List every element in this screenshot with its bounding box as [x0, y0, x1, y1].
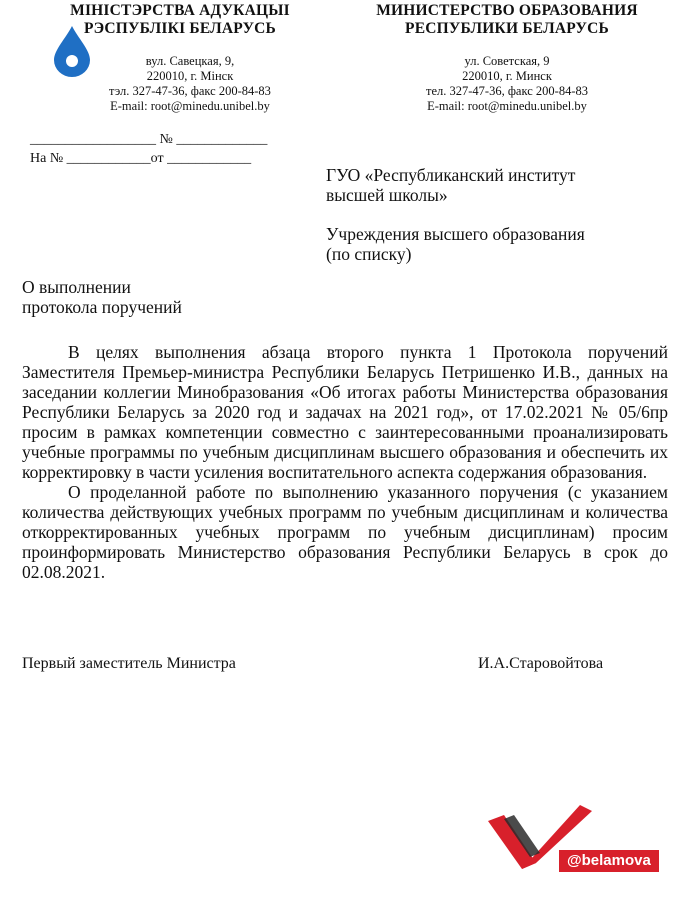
header-right: [352, 2, 662, 38]
body-paragraph-2: О проделанной работе по выполнению указанного поручения (с указанием количества действующих учебных программ по учебным дисциплинам и количества откорректированных учебных программ по учебным дисциплинам) просим проинформировать Министерство образования Республики Беларусь в срок до 02.08.2021.: [22, 482, 668, 582]
header-left: [30, 2, 330, 38]
subject: [22, 277, 182, 317]
recipient-1-line-1: ГУО «Республиканский институт: [326, 165, 576, 185]
recipient-1-line-2: высшей школы»: [326, 185, 448, 205]
signature-name: И.А.Старовойтова: [478, 655, 604, 672]
signature-position: Первый заместитель Министра: [22, 655, 236, 672]
header-right-street: ул. Советская, 9: [464, 54, 550, 68]
header-left-title-2: РЭСПУБЛІКІ БЕЛАРУСЬ: [83, 20, 277, 37]
reference-line-2: На № ____________от ____________: [30, 151, 252, 166]
header-left-street: вул. Савецкая, 9,: [145, 54, 235, 68]
header-right-title-2: РЕСПУБЛИКИ БЕЛАРУСЬ: [405, 20, 609, 37]
reference-line-1: __________________ № _____________: [30, 132, 268, 147]
recipient-2-line-2: (по списку): [326, 244, 412, 264]
recipient-2: [326, 224, 585, 264]
header-right-email: E-mail: root@minedu.unibel.by: [427, 99, 587, 113]
recipient-1: [326, 165, 575, 205]
letter-body: [22, 342, 668, 582]
body-paragraph-1: В целях выполнения абзаца второго пункта 1 Протокола поручений Заместителя Премьер-министра Республики Беларусь Петришенко И.В., данных на заседании коллегии Минобразования «Об итогах работы Министерства образования Республики Беларусь за 2020 год и задачах на 2021 год», от 17.02.2021 № 05/6пр просим в рамках компетенции совместно с заинтересованными проанализировать учебные программы по учебным дисциплинам высшего образования и обеспечить их корректировку в части усиления воспитательного аспекта содержания образования.: [22, 342, 668, 482]
recipient-2-line-1: Учреждения высшего образования: [326, 224, 585, 244]
header-right-title-1: МИНИСТЕРСТВО ОБРАЗОВАНИЯ: [376, 2, 638, 19]
header-left-address: [90, 54, 290, 114]
header-left-email: E-mail: root@minedu.unibel.by: [110, 99, 270, 113]
header-left-city: 220010, г. Мінск: [146, 69, 234, 83]
header-left-phone: тэл. 327-47-36, факс 200-84-83: [109, 84, 271, 98]
header-right-address: [407, 54, 607, 114]
header-right-city: 220010, г. Минск: [462, 69, 552, 83]
subject-line-2: протокола поручений: [22, 297, 182, 317]
watermark-handle: @belamova: [559, 850, 659, 872]
header-right-phone: тел. 327-47-36, факс 200-84-83: [426, 84, 588, 98]
header-left-title-1: МІНІСТЭРСТВА АДУКАЦЫІ: [70, 2, 290, 19]
subject-line-1: О выполнении: [22, 277, 131, 297]
